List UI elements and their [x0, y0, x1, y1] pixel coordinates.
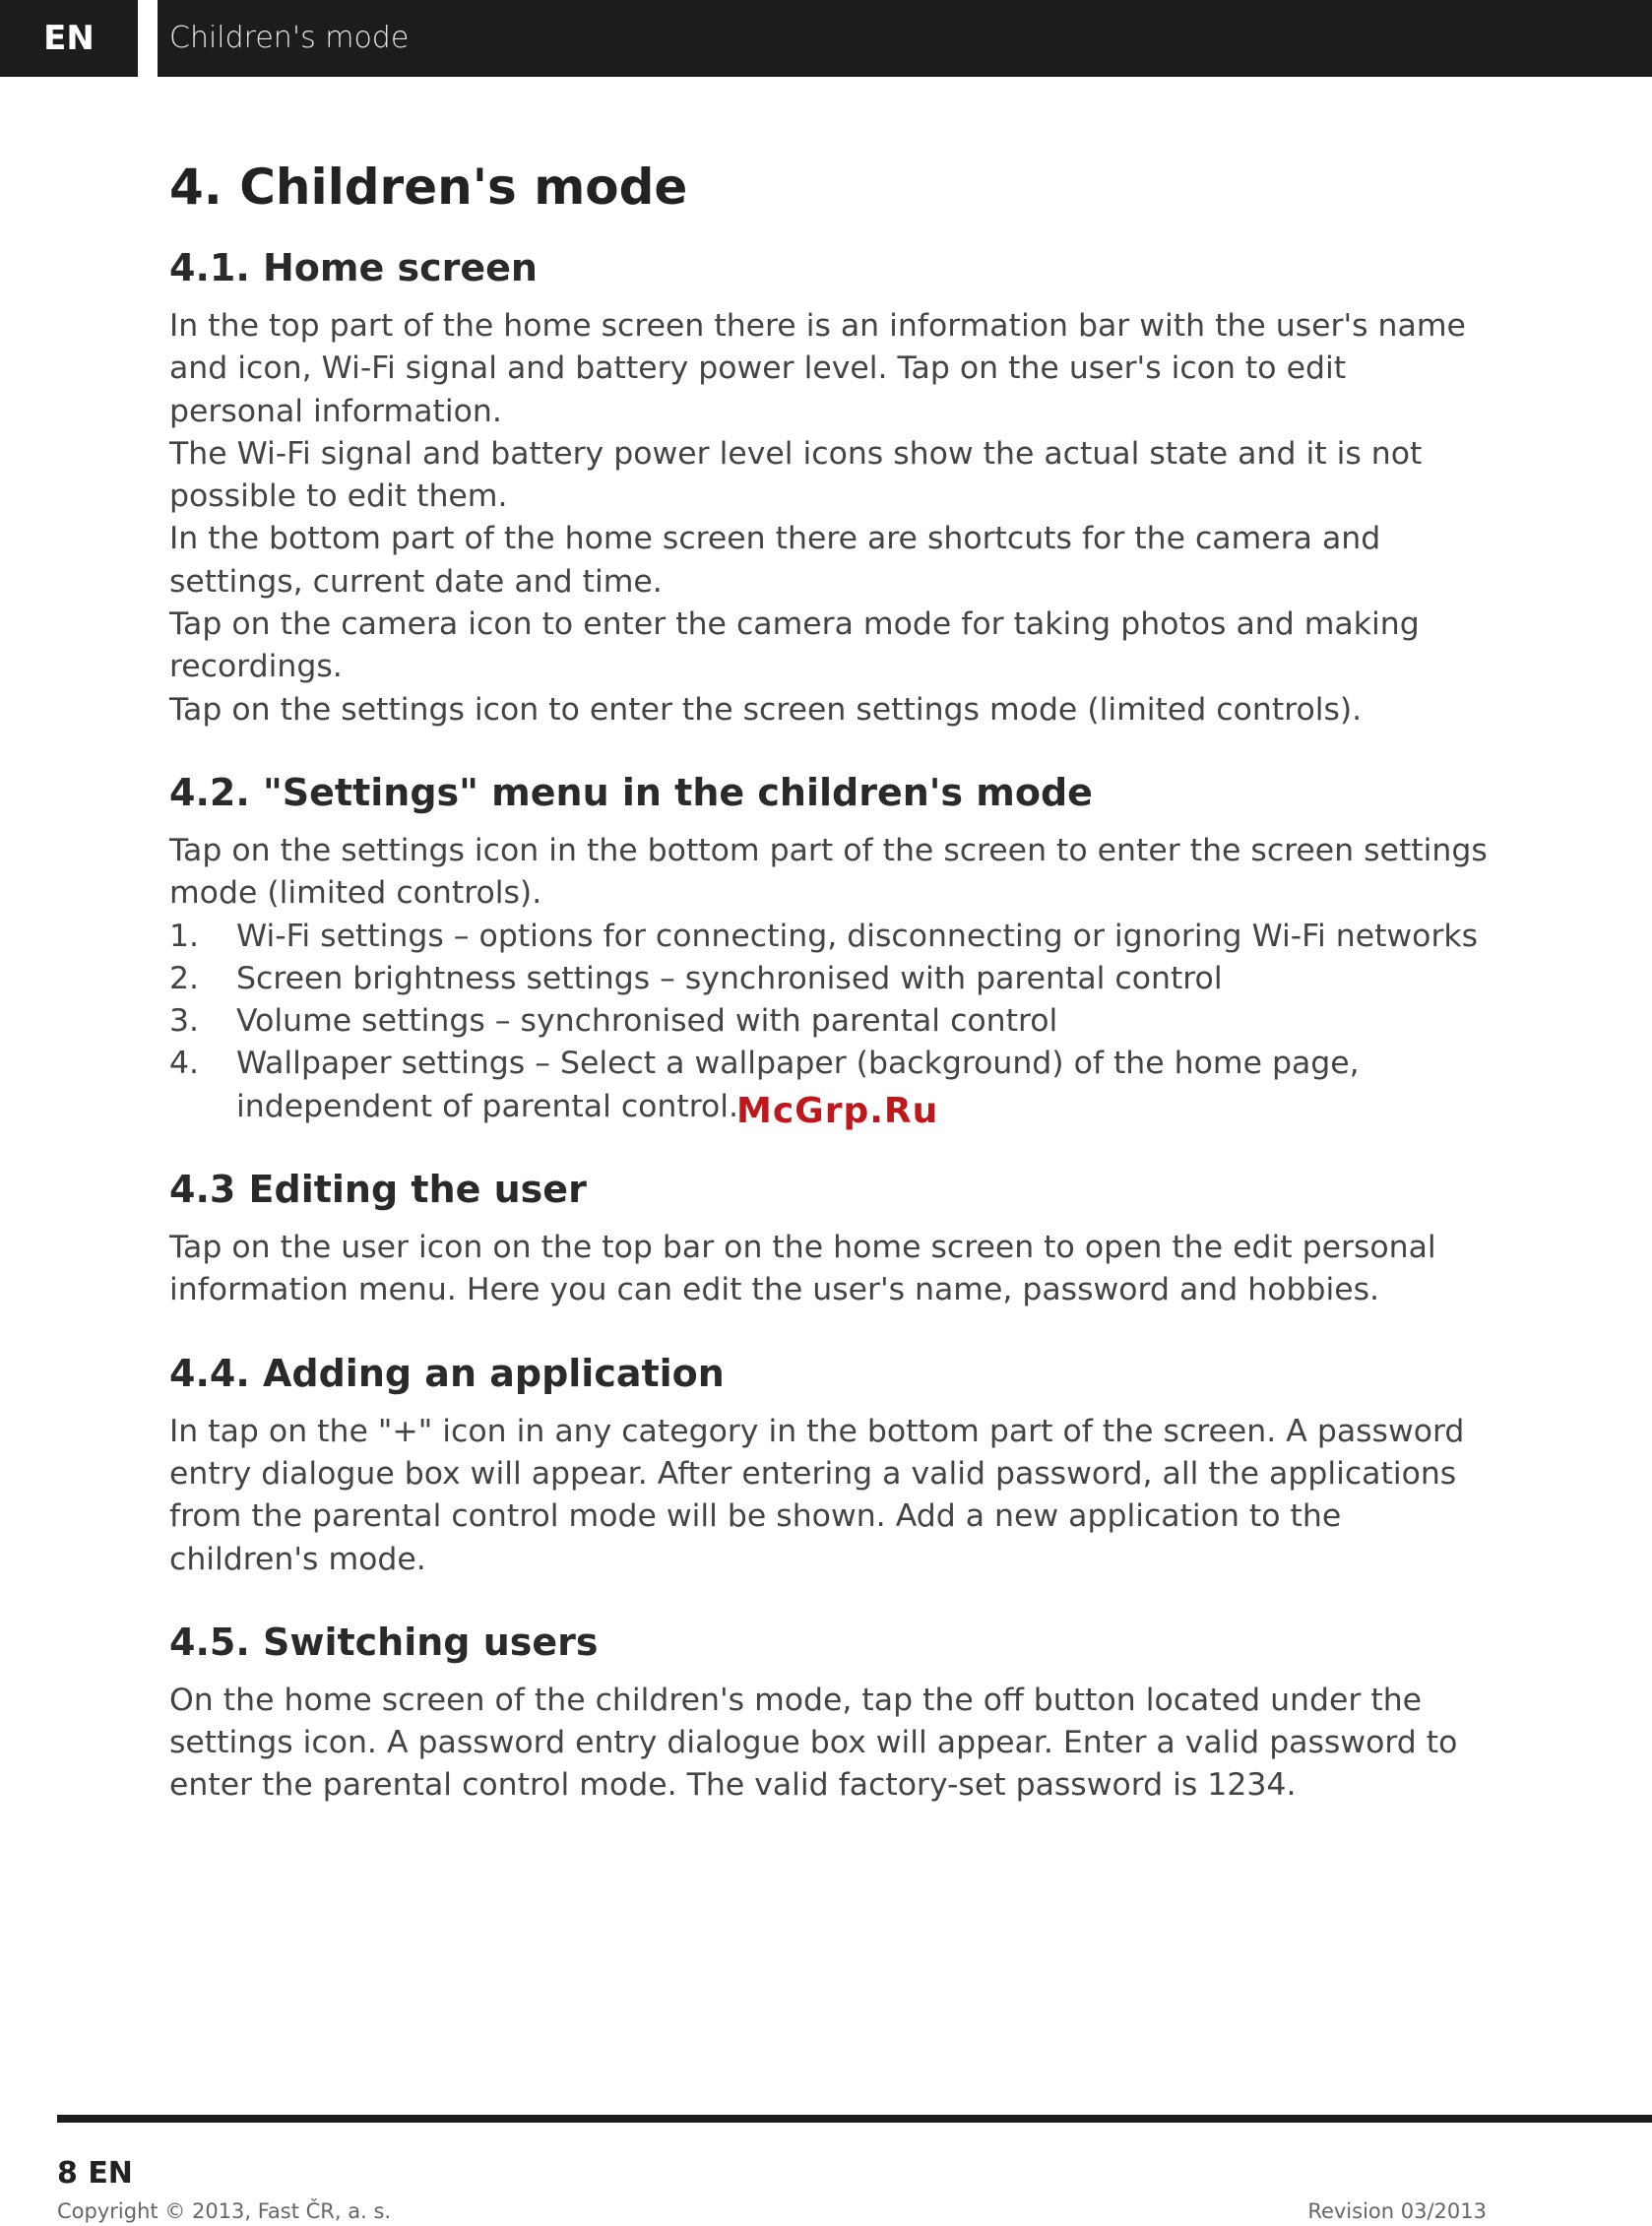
list-number: 4. [169, 1046, 200, 1082]
list-number: 3. [169, 1003, 200, 1040]
paragraph: Tap on the settings icon in the bottom part of the screen to enter the screen settings mode (limited controls). [169, 832, 1488, 912]
section-heading: 4.2. "Settings" menu in the children's mode [169, 770, 1093, 814]
language-tab: EN [0, 0, 138, 77]
copyright: Copyright © 2013, Fast ČR, a. s. [57, 2199, 392, 2223]
paragraph: In the bottom part of the home screen there are shortcuts for the camera and settings, current date and time. [169, 521, 1381, 600]
section-heading: 4.3 Editing the user [169, 1168, 587, 1212]
section-adding-application [169, 1342, 1489, 1581]
page-number: 8 EN [57, 2156, 133, 2191]
list-item [169, 958, 1489, 1000]
section-heading: 4.1. Home screen [169, 246, 538, 289]
paragraph: Tap on the user icon on the top bar on the home screen to open the edit personal information menu. Here you can edit the user's name, password and hobbies. [169, 1230, 1436, 1308]
footer-rule [57, 2115, 1652, 2123]
paragraph: In the top part of the home screen there is an information bar with the user's name and icon, Wi-Fi signal and battery power level. Tap on the user's icon to edit personal information. [169, 308, 1466, 429]
paragraph: On the home screen of the children's mode, tap the off button located under the settings icon. A password entry dialogue box will appear. Enter a valid password to enter the parental control mode. The valid factory-set password is 1234. [169, 1682, 1458, 1804]
revision: Revision 03/2013 [1307, 2199, 1487, 2223]
paragraph: The Wi-Fi signal and battery power level icons show the actual state and it is not possible to edit them. [169, 435, 1423, 515]
section-heading: 4.4. Adding an application [169, 1351, 725, 1395]
page-header [0, 0, 1652, 77]
list-text: Wallpaper settings – Select a wallpaper (background) of the home page, independent of parental control. [236, 1046, 1360, 1124]
list-item [169, 1000, 1489, 1043]
paragraph: In tap on the "+" icon in any category in the bottom part of the screen. A password entry dialogue box will appear. After entering a valid password, all the applications from the parental control mode will be shown. Add a new application to the children's mode. [169, 1413, 1465, 1577]
section-editing-user [169, 1158, 1489, 1312]
paragraph: Tap on the camera icon to enter the camera mode for taking photos and making recordings. [169, 606, 1420, 685]
chapter-title: 4. Children's mode [169, 159, 688, 216]
section-switching-users [169, 1611, 1489, 1808]
list-number: 1. [169, 918, 200, 954]
paragraph: Tap on the settings icon to enter the screen settings mode (limited controls). [169, 691, 1363, 728]
watermark: McGrp.Ru [736, 1091, 939, 1131]
list-text: Wi-Fi settings – options for connecting, disconnecting or ignoring Wi-Fi networks [236, 918, 1479, 954]
list-item [169, 916, 1489, 958]
section-settings-menu [169, 761, 1489, 1128]
list-text: Screen brightness settings – synchronised with parental control [236, 960, 1223, 996]
list-number: 2. [169, 960, 200, 996]
section-home-screen [169, 236, 1489, 731]
header-title: Children's mode [158, 0, 1652, 77]
main-content [169, 148, 1489, 1808]
section-heading: 4.5. Switching users [169, 1620, 599, 1664]
list-text: Volume settings – synchronised with parental control [236, 1003, 1058, 1040]
